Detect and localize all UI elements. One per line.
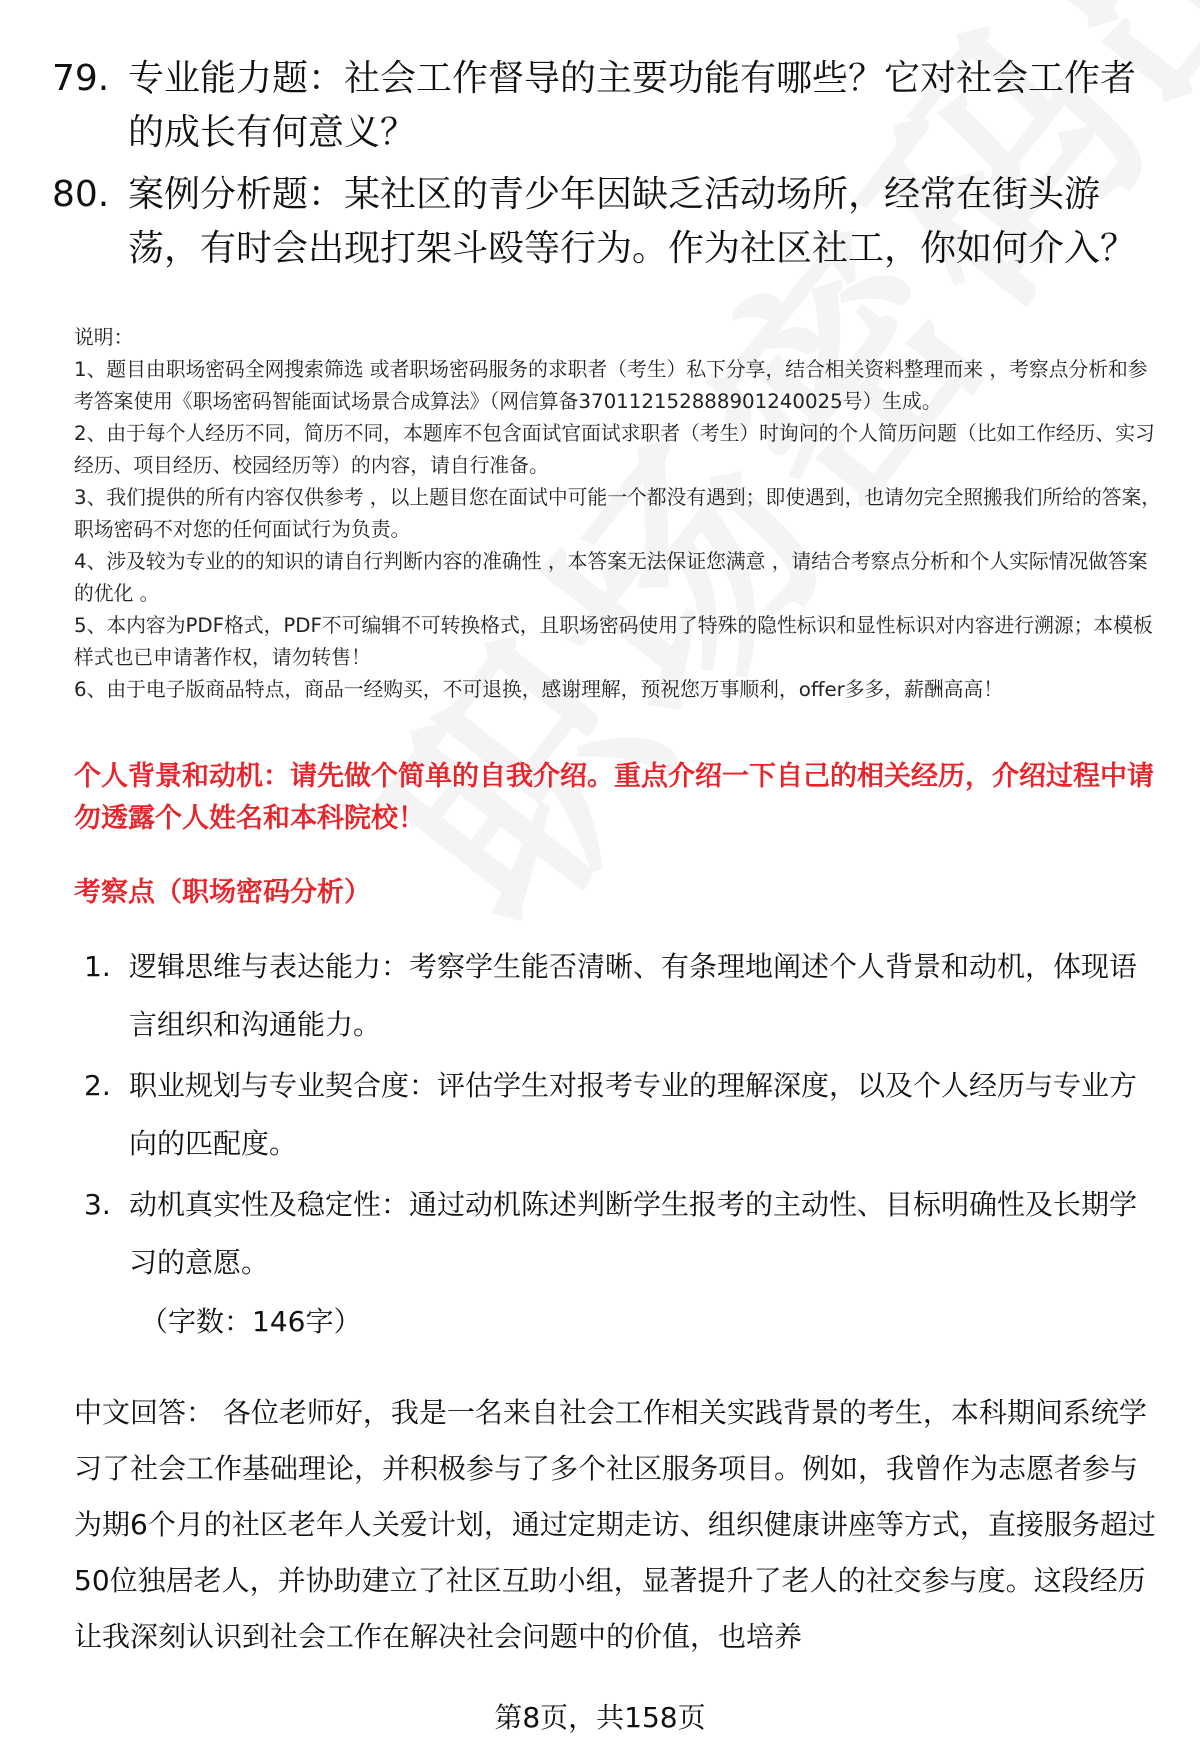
section-question-heading: 个人背景和动机：请先做个简单的自我介绍。重点介绍一下自己的相关经历，介绍过程中请勿透露个人姓名和本科院校！ xyxy=(74,761,1154,834)
answer-paragraph: 中文回答： 各位老师好，我是一名来自社会工作相关实践背景的考生，本科期间系统学习了社会工作基础理论，并积极参与了多个社区服务项目。例如，我曾作为志愿者参与为期6个月的社区老年人关爱计划，通过定期走访、组织健康讲座等方式，直接服务超过50位独居老人，并协助建立了社区互助小组，显著提升了老人的社交参与度。这段经历让我深刻认识到社会工作在解决社会问题中的价值，也培养 xyxy=(74,1396,1156,1653)
assessment-points-heading: 考察点（职场密码分析） xyxy=(74,877,371,908)
point-number: 2. xyxy=(84,1069,111,1102)
question-number: 79. xyxy=(52,58,110,99)
question-text: 专业能力题：社会工作督导的主要功能有哪些？它对社会工作者的成长有何意义？ xyxy=(128,58,1137,153)
note-item: 1、题目由职场密码全网搜索筛选 或者职场密码服务的求职者（考生）私下分享，结合相关资料整理而来 ，考察点分析和参考答案使用《职场密码智能面试场景合成算法》（网信算备370112152888901240025号）生成。 xyxy=(74,358,1148,413)
assessment-points-list xyxy=(84,938,1164,1295)
question-number: 80. xyxy=(52,174,110,215)
disclaimer-notes xyxy=(74,322,1164,706)
note-item: 5、本内容为PDF格式，PDF不可编辑不可转换格式，且职场密码使用了特殊的隐性标识和显性标识对内容进行溯源；本模板样式也已申请著作权，请勿转售！ xyxy=(74,614,1153,669)
list-item xyxy=(84,1057,1164,1173)
notes-title: 说明： xyxy=(74,326,134,349)
note-item: 2、由于每个人经历不同，简历不同，本题库不包含面试官面试求职者（考生）时询问的个人简历问题（比如工作经历、实习经历、项目经历、校园经历等）的内容，请自行准备。 xyxy=(74,422,1155,477)
point-number: 3. xyxy=(84,1188,111,1221)
list-item xyxy=(84,938,1164,1054)
point-text: 职业规划与专业契合度：评估学生对报考专业的理解深度，以及个人经历与专业方向的匹配度。 xyxy=(129,1069,1138,1160)
question-80 xyxy=(52,168,1162,276)
page-footer: 第8页，共158页 xyxy=(494,1701,706,1734)
note-item: 6、由于电子版商品特点，商品一经购买，不可退换，感谢理解，预祝您万事顺利，offer多多，薪酬高高！ xyxy=(74,678,1003,701)
question-text: 案例分析题：某社区的青少年因缺乏活动场所，经常在街头游荡，有时会出现打架斗殴等行为。作为社区社工，你如何介入？ xyxy=(128,174,1137,269)
point-text: 逻辑思维与表达能力：考察学生能否清晰、有条理地阐述个人背景和动机，体现语言组织和沟通能力。 xyxy=(129,950,1138,1041)
question-79 xyxy=(52,52,1162,160)
word-count: （字数：146字） xyxy=(140,1305,362,1338)
note-item: 4、涉及较为专业的的知识的请自行判断内容的准确性 ，本答案无法保证您满意 ，请结合考察点分析和个人实际情况做答案的优化 。 xyxy=(74,550,1148,605)
point-number: 1. xyxy=(84,950,111,983)
point-text: 动机真实性及稳定性：通过动机陈述判断学生报考的主动性、目标明确性及长期学习的意愿。 xyxy=(129,1188,1138,1279)
list-item xyxy=(84,1176,1164,1292)
note-item: 3、我们提供的所有内容仅供参考 ，以上题目您在面试中可能一个都没有遇到；即使遇到，也请勿完全照搬我们所给的答案，职场密码不对您的任何面试行为负责。 xyxy=(74,486,1162,541)
